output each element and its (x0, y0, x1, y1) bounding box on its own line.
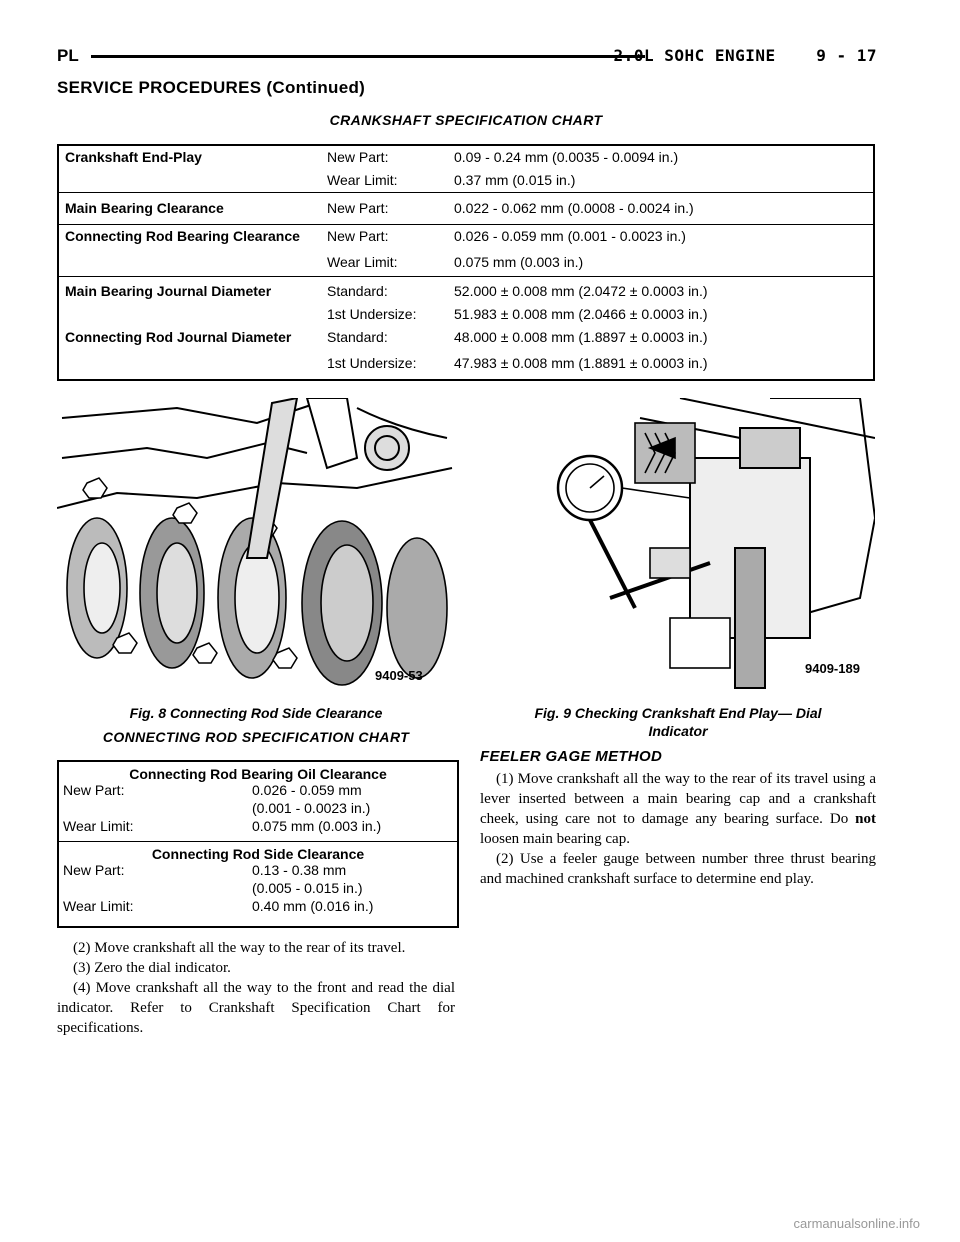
spec-kind: 1st Undersize: (327, 306, 417, 323)
spec-label: Connecting Rod Journal Diameter (65, 329, 292, 346)
side-new-value1: 0.13 - 0.38 mm (252, 862, 347, 878)
page-header (57, 46, 877, 70)
side-new-label: New Part: (63, 862, 125, 878)
fig9-caption-line1: Fig. 9 Checking Crankshaft End Play— Dial (534, 705, 822, 721)
spec-label: Connecting Rod Bearing Clearance (58, 224, 321, 247)
spec-kind: Standard: (327, 329, 388, 346)
header-right: 2.0L SOHC ENGINE 9 - 17 (613, 46, 877, 65)
oil-new-row-2 (59, 800, 457, 818)
spec-kind: New Part: (321, 224, 448, 247)
spec-value: 0.022 - 0.062 mm (0.0008 - 0.0024 in.) (448, 192, 874, 224)
feeler-step-1-a: (1) Move crankshaft all the way to the rear of its travel using a lever inserted between a main bearing cap and a crankshaft cheek, using care not to damage any bearing surface. Do (480, 771, 876, 827)
crankshaft-spec-table (57, 144, 875, 381)
fig9-dial-indicator-illustration (540, 398, 875, 690)
oil-new-label: New Part: (63, 782, 125, 798)
table-row (58, 224, 874, 247)
feeler-step-1 (480, 769, 876, 849)
spec-label: Crankshaft End-Play (65, 149, 202, 165)
rod-chart-title: CONNECTING ROD SPECIFICATION CHART (102, 729, 410, 745)
spec-kind: New Part: (327, 149, 389, 165)
oil-clearance-heading: Connecting Rod Bearing Oil Clearance (129, 766, 387, 782)
oil-new-value2: (0.001 - 0.0023 in.) (252, 800, 371, 816)
fig8-crankshaft-illustration (57, 398, 455, 690)
spec-value: 0.075 mm (0.003 in.) (454, 253, 584, 270)
section-title: SERVICE PROCEDURES (Continued) (57, 78, 366, 97)
table-row (58, 145, 874, 169)
side-new-row-2 (59, 880, 457, 898)
footer-watermark: carmanualsonline.info (793, 1216, 920, 1231)
step-3: (3) Zero the dial indicator. (73, 960, 231, 976)
side-new-row (59, 862, 457, 880)
header-left: PL (57, 46, 79, 65)
spec-kind: New Part: (321, 192, 448, 224)
table-row (58, 192, 874, 224)
spec-kind: Wear Limit: (327, 171, 398, 188)
step-4: (4) Move crankshaft all the way to the front and read the dial indicator. Refer to Crankshaft Specification Chart for specifications. (57, 980, 455, 1036)
spec-label (58, 303, 321, 326)
spec-label: Main Bearing Clearance (58, 192, 321, 224)
side-new-value2: (0.005 - 0.015 in.) (252, 880, 363, 896)
fig9-caption-line2: Indicator (648, 722, 708, 739)
oil-wear-value: 0.075 mm (0.003 in.) (252, 818, 382, 834)
oil-new-row (59, 782, 457, 800)
step-2: (2) Move crankshaft all the way to the rear of its travel. (73, 940, 406, 956)
side-wear-value: 0.40 mm (0.016 in.) (252, 898, 374, 914)
left-column-text (57, 938, 455, 1038)
oil-wear-label: Wear Limit: (63, 818, 134, 834)
table-row (58, 277, 874, 303)
feeler-heading: FEELER GAGE METHOD (480, 748, 663, 765)
spec-kind: Standard: (321, 277, 448, 303)
spec-value: 52.000 ± 0.008 mm (2.0472 ± 0.0003 in.) (448, 277, 874, 303)
spec-value: 51.983 ± 0.008 mm (2.0466 ± 0.0003 in.) (454, 306, 708, 323)
fig8-caption: Fig. 8 Connecting Rod Side Clearance (129, 705, 383, 721)
divider (59, 841, 457, 842)
feeler-step-2: (2) Use a feeler gauge between number three thrust bearing and machined crankshaft surface to determine end play. (480, 851, 876, 887)
spec-value: 47.983 ± 0.008 mm (1.8891 ± 0.0003 in.) (454, 355, 708, 372)
rod-spec-box (57, 760, 459, 928)
feeler-step-1-bold: not (855, 811, 876, 827)
spec-label (58, 248, 321, 277)
spec-label (58, 169, 321, 192)
table-row (58, 303, 874, 326)
spec-value: 48.000 ± 0.008 mm (1.8897 ± 0.0003 in.) (454, 329, 708, 346)
spec-label (58, 349, 321, 380)
table-row (58, 326, 874, 349)
side-wear-label: Wear Limit: (63, 898, 134, 914)
right-column-text (480, 769, 876, 889)
table-row (58, 169, 874, 192)
side-wear-row (59, 898, 457, 916)
header-rule (91, 55, 645, 58)
spec-kind: Wear Limit: (327, 253, 398, 270)
spec-value: 0.37 mm (0.015 in.) (454, 171, 576, 188)
oil-new-value1: 0.026 - 0.059 mm (252, 782, 362, 798)
fig9-code: 9409-189 (805, 661, 860, 676)
crankshaft-chart-title: CRANKSHAFT SPECIFICATION CHART (329, 112, 603, 128)
oil-wear-row (59, 818, 457, 836)
table-row (58, 248, 874, 277)
side-clearance-heading: Connecting Rod Side Clearance (151, 846, 365, 862)
spec-value: 0.09 - 0.24 mm (0.0035 - 0.0094 in.) (454, 149, 679, 165)
feeler-step-1-b: loosen main bearing cap. (480, 831, 630, 847)
spec-label: Main Bearing Journal Diameter (58, 277, 321, 303)
table-row (58, 349, 874, 380)
spec-value: 0.026 - 0.059 mm (0.001 - 0.0023 in.) (448, 224, 874, 247)
fig9-caption (480, 705, 876, 740)
fig8-code: 9409-53 (375, 668, 423, 683)
spec-kind: 1st Undersize: (327, 355, 417, 372)
